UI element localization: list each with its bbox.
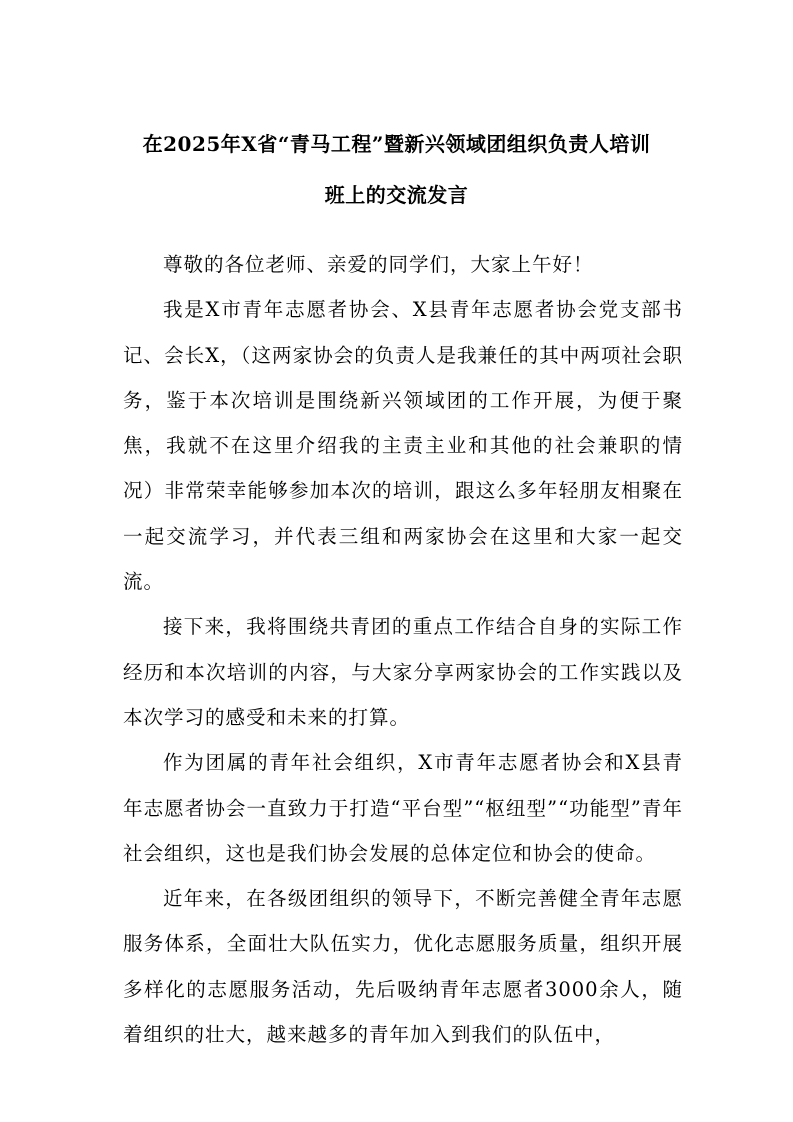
paragraph-introduction: 我是X市青年志愿者协会、X县青年志愿者协会党支部书记、会长X，（这两家协会的负责人是我兼任的其中两项社会职务，鉴于本次培训是围绕新兴领域团的工作开展，为便于聚焦，我就不在这里介绍我的主责主业和其他的社会兼职的情况）非常荣幸能够参加本次的培训，跟这么多年轻朋友相聚在一起交流学习，并代表三组和两家协会在这里和大家一起交流。 (123, 298, 683, 594)
paragraph-greeting: 尊敬的各位老师、亲爱的同学们，大家上午好！ (163, 253, 594, 276)
document-body (123, 242, 683, 1057)
paragraph-outline: 接下来，我将围绕共青团的重点工作结合自身的实际工作经历和本次培训的内容，与大家分享两家协会的工作实践以及本次学习的感受和未来的打算。 (123, 615, 683, 729)
paragraph-achievements: 近年来，在各级团组织的领导下，不断完善健全青年志愿服务体系，全面壮大队伍实力，优化志愿服务质量，组织开展多样化的志愿服务活动，先后吸纳青年志愿者3000余人，随着组织的壮大，越来越多的青年加入到我们的队伍中， (123, 887, 683, 1047)
document-title-line-1: 在2025年X省“青马工程”暨新兴领域团组织负责人培训 (142, 132, 651, 156)
document-title-line-2: 班上的交流发言 (324, 183, 469, 207)
paragraph-positioning: 作为团属的青年社会组织，X市青年志愿者协会和X县青年志愿者协会一直致力于打造“平台型”“枢纽型”“功能型”青年社会组织，这也是我们协会发展的总体定位和协会的使命。 (123, 751, 683, 865)
